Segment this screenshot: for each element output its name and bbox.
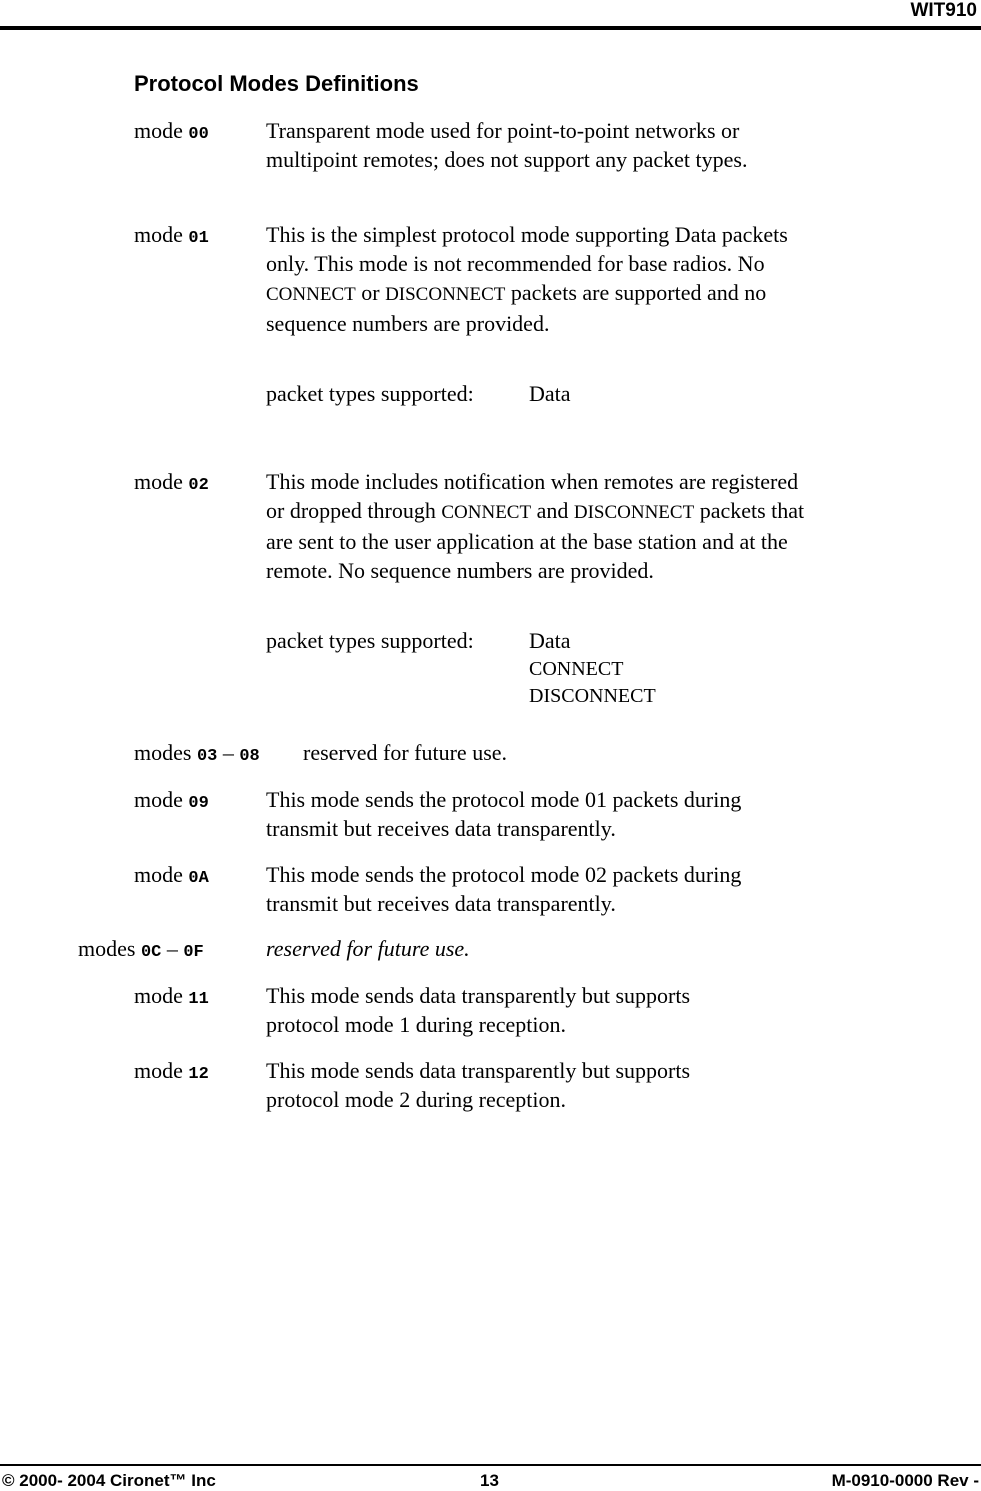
mode-12-label [134, 1056, 209, 1089]
modes-0C-0F-description: reserved for future use. [266, 936, 470, 961]
footer-doc-id: M-0910-0000 Rev - [831, 1471, 979, 1490]
modes-03-08-label [134, 738, 260, 771]
mode-00-description: Transparent mode used for point-to-point networks or multipoint remotes; does not support any packet types. [266, 118, 748, 172]
connect-term: CONNECT [266, 284, 356, 305]
mode-11-label [134, 981, 209, 1014]
mode-word: mode [134, 1058, 183, 1083]
desc-text: packets that are sent to the user application at the base station and at the remote. No sequence numbers are provided. [266, 498, 805, 583]
section-heading: Protocol Modes Definitions [134, 71, 419, 96]
mode-11-description: This mode sends data transparently but supports protocol mode 1 during reception. [266, 983, 691, 1037]
mode-code: 03 [196, 747, 218, 766]
footer-copyright: © 2000- 2004 Cironet™ Inc [2, 1471, 216, 1490]
mode-12-description: This mode sends data transparently but supports protocol mode 2 during reception. [266, 1058, 691, 1112]
packet-types-label: packet types supported: [266, 381, 474, 406]
mode-0A-description: This mode sends the protocol mode 02 packets during transmit but receives data transparently. [266, 862, 742, 916]
footer-rule [0, 1464, 981, 1466]
mode-code: 11 [188, 990, 209, 1009]
modes-03-08-description: reserved for future use. [303, 740, 508, 765]
desc-text: This is the simplest protocol mode supporting Data packets only. This mode is not recommended for base radios. No [266, 222, 788, 276]
header-rule [0, 26, 981, 30]
modes-0C-0F-label [78, 934, 204, 967]
disconnect-term: DISCONNECT [573, 502, 695, 523]
mode-code: 00 [188, 125, 209, 144]
connect-term: CONNECT [441, 502, 532, 523]
mode-09-description: This mode sends the protocol mode 01 packets during transmit but receives data transparently. [266, 787, 742, 841]
packet-type-data: Data [529, 628, 571, 653]
mode-word: mode [134, 222, 183, 247]
range-dash: – [166, 936, 178, 961]
mode-code: 0A [188, 869, 209, 888]
mode-word: modes [134, 740, 192, 765]
packet-type-data: Data [529, 381, 571, 406]
mode-word: mode [134, 983, 183, 1008]
mode-00-label [134, 116, 209, 149]
mode-code: 01 [188, 229, 209, 248]
packet-type-connect: CONNECT [529, 658, 624, 680]
disconnect-term: DISCONNECT [385, 284, 506, 305]
header-title: WIT910 [910, 0, 977, 21]
mode-01-label [134, 220, 209, 253]
mode-01-description [266, 220, 791, 338]
mode-code: 0C [140, 943, 162, 962]
mode-code: 09 [188, 794, 209, 813]
footer-page-number: 13 [480, 1471, 499, 1490]
desc-text: or [355, 280, 386, 305]
mode-word: mode [134, 862, 183, 887]
mode-word: mode [134, 118, 183, 143]
packet-types-label: packet types supported: [266, 628, 474, 653]
mode-code: 02 [188, 476, 209, 495]
desc-text: packets are supported and no sequence numbers are provided. [266, 280, 767, 336]
desc-text: This mode includes notification when remotes are registered or dropped through [266, 469, 799, 523]
mode-code: 0F [183, 943, 204, 962]
mode-word: modes [78, 936, 136, 961]
mode-02-label [134, 467, 209, 500]
desc-text: and [531, 498, 574, 523]
range-dash: – [222, 740, 234, 765]
mode-02-description [266, 467, 806, 585]
mode-word: mode [134, 787, 183, 812]
mode-code: 12 [188, 1065, 209, 1084]
mode-09-label [134, 785, 209, 818]
mode-0A-label [134, 860, 209, 893]
packet-type-disconnect: DISCONNECT [529, 685, 656, 707]
mode-word: mode [134, 469, 183, 494]
mode-code: 08 [239, 747, 260, 766]
